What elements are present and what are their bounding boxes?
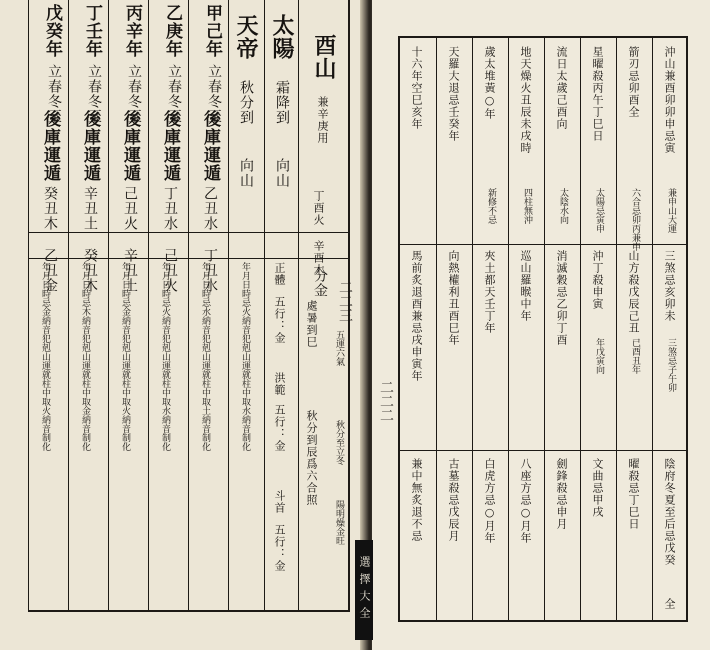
rule-text: 年月日時忌金納音犯剋山運就柱中取火納音制化 (40, 262, 50, 451)
sun-line: 霜降到 (274, 80, 290, 125)
rule-note: 太陽忌寅申 (594, 188, 604, 233)
pillar-label: 癸丑木 乙丑金 (42, 186, 58, 293)
rule-note: 兼申山大運 (666, 188, 676, 233)
season-label: 立春冬至 (86, 64, 102, 124)
rule-text: 年月日時忌火納音犯剋山運就柱中取水納音制化 (160, 262, 170, 451)
right-table (398, 36, 688, 622)
year-label: 戊癸年 (42, 4, 62, 58)
rule-column (652, 38, 688, 620)
rule-note: 年戊寅向 (594, 338, 604, 374)
rule-mid: 馬前炙退酉兼忌戌申寅年 (410, 250, 423, 382)
rule-column (400, 38, 436, 620)
rule-head: 天羅大退忌壬癸年 (447, 46, 460, 142)
year-label: 丁壬年 (82, 4, 102, 58)
zheng-ti-label: 正體 (273, 262, 286, 286)
sun-tail: 向山 (274, 158, 290, 188)
row-divider (28, 232, 348, 233)
rule-mid: 巡山羅睺中年 (519, 250, 532, 322)
hong-fan-label: 洪範 (273, 372, 286, 396)
rule-head: 歲太堆黃○年 (483, 46, 496, 120)
store-label: 後庫運遁 (160, 110, 180, 182)
sun-tail: 處暑到巳 (305, 300, 318, 348)
rule-column (616, 38, 652, 620)
store-label: 後庫運遁 (80, 110, 100, 182)
rule-note: 新修不忌 (486, 188, 496, 224)
rule-note: 太陰水向 (558, 188, 568, 224)
year-label: 乙庚年 (162, 4, 182, 58)
page-number: 二二二 (378, 380, 394, 422)
zheng-ti-value: 五行：金 (273, 296, 286, 344)
season-label: 立春冬至 (46, 64, 62, 124)
mountain-sub: 兼辛庚用 (316, 96, 329, 144)
row-divider (400, 244, 686, 245)
rule-note: 四柱無沖 (522, 188, 532, 224)
yun-title: 五運六氣 (334, 330, 344, 366)
rule-low: 劍鋒殺忌申月 (555, 458, 568, 530)
year-label: 丙辛年 (122, 4, 142, 58)
store-label: 後庫運遁 (120, 110, 140, 182)
rule-low: 白虎方忌○月年 (483, 458, 496, 544)
yun-d: 陽明燥金旺 (334, 500, 344, 545)
rule-mid: 三煞忌亥卯未 (663, 250, 676, 322)
rule-column (472, 38, 508, 620)
rule-note: 三煞忌子午卯 (666, 338, 676, 392)
rule-mid: 夾土都天壬丁年 (483, 250, 496, 334)
store-label: 後庫運遁 (200, 110, 220, 182)
rule-mid: 沖丁殺申寅 (591, 250, 604, 310)
rule-mid: 山方殺戊辰己丑 (627, 250, 640, 334)
mountain-title: 酉山 (311, 34, 337, 80)
rule-text: 年月日時忌水納音犯剋山運就柱中取土納音制化 (200, 262, 210, 451)
pillar-label: 辛丑土 癸丑木 (82, 186, 98, 293)
rule-mid: 消滅穀忌乙卯丁酉 (555, 250, 568, 346)
emperor-tail: 秋分到辰爲六合照 (305, 410, 318, 506)
rule-low: 八座方忌○月年 (519, 458, 532, 544)
sun-title: 太陽 (269, 14, 295, 60)
rule-mid: 向熱權利丑酉巳年 (447, 250, 460, 346)
emperor-tail: 向山 (238, 158, 254, 188)
rule-low: 曜殺忌丁巳日 (627, 458, 640, 530)
rule-note: 六合忌卯丙兼申 (630, 188, 640, 251)
emperor-title: 天帝 (233, 14, 259, 60)
rule-column (436, 38, 472, 620)
rule-head: 流日太歲己酉向 (555, 46, 568, 130)
rule-low: 陰府冬夏至后忌戊癸 (663, 458, 676, 566)
left-table (28, 0, 350, 612)
rule-head: 星曜殺丙午丁巳日 (591, 46, 604, 142)
rule-low: 兼中無炙退不忌 (410, 458, 423, 542)
rule-head: 地天燥火丑辰未戌時 (519, 46, 532, 154)
season-label: 立春冬至 (206, 64, 222, 124)
rule-note: 已酉丑年 (630, 338, 640, 374)
rule-head: 十六年空巳亥年 (410, 46, 423, 130)
season-label: 立春冬至 (166, 64, 182, 124)
rule-head: 沖山兼酉卯卯申忌寅 (663, 46, 676, 154)
store-label: 後庫運遁 (40, 110, 60, 182)
rule-column (544, 38, 580, 620)
rule-text: 年月日時忌木納音犯剋山運就柱中取金納音制化 (80, 262, 90, 451)
yun-a: 秋分至立冬 (334, 420, 344, 465)
rule-column (580, 38, 616, 620)
mountain-element: 丁酉火 辛酉木 (312, 190, 325, 276)
dou-shou-value: 五行：金 (273, 524, 286, 572)
emperor-line: 秋分到 (238, 80, 254, 125)
fen-jin: 分金 (312, 268, 328, 298)
pillar-label: 己丑火 辛丑土 (122, 186, 138, 293)
pillar-label: 丁丑水 己丑火 (162, 186, 178, 293)
rule-head: 箭刃忌卯酉全 (627, 46, 640, 118)
page-number: 二二三 (337, 280, 353, 322)
rule-column (508, 38, 544, 620)
rule-text: 年月日時忌金納音犯剋山運就柱中取火納音制化 (120, 262, 130, 451)
year-label: 甲己年 (202, 4, 222, 58)
hong-fan-value: 五行：金 (273, 404, 286, 452)
book-title-spine: 選擇大全 (355, 540, 373, 640)
row-divider (400, 450, 686, 451)
rule-note: 全 (663, 598, 676, 610)
rule-low: 文曲忌甲戌 (591, 458, 604, 518)
season-label: 立春冬至 (126, 64, 142, 124)
row-divider (28, 258, 348, 259)
pillar-label: 乙丑水 丁丑水 (202, 186, 218, 293)
dou-shou-label: 斗首 (273, 490, 286, 514)
rule-low: 古墓殺忌戊辰月 (447, 458, 460, 542)
right-page (372, 0, 710, 650)
rule-text: 年月日時忌火納音犯剋山運就柱中取水納音制化 (240, 262, 250, 451)
